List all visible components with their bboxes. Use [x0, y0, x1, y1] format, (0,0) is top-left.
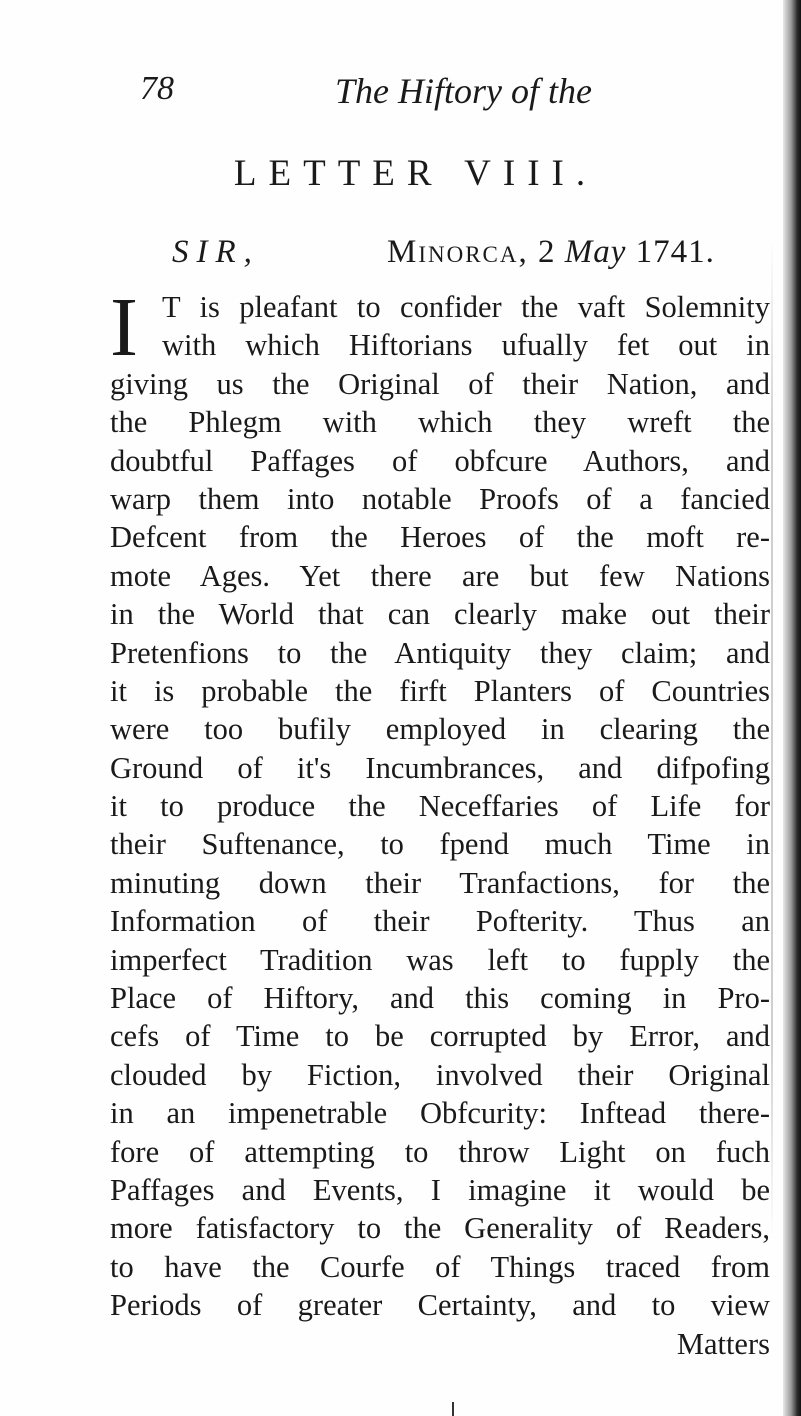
date-year: 1741.	[635, 234, 715, 270]
text-line: Paffages and Events, I imagine it would be	[110, 1172, 770, 1207]
text-line: minuting down their Tranfactions, for the	[110, 865, 770, 900]
text-line: the Phlegm with which they wreft the	[110, 405, 770, 440]
text-line: Place of Hiftory, and this coming in Pro-	[110, 981, 770, 1016]
text-line: imperfect Tradition was left to fupply the	[110, 942, 770, 977]
text-line: their Suftenance, to fpend much Time in	[110, 827, 770, 862]
text-line: to have the Courfe of Things traced from	[110, 1249, 770, 1284]
salutation-line	[172, 234, 772, 271]
text-line: Periods of greater Certainty, and to view	[110, 1288, 770, 1323]
text-line: in an impenetrable Obfcurity: Inftead there-	[110, 1096, 770, 1131]
text-line: it to produce the Neceffaries of Life for	[110, 789, 770, 824]
text-line: warp them into notable Proofs of a fancied	[110, 481, 770, 516]
page-number: 78	[140, 70, 174, 107]
text-line: mote Ages. Yet there are but few Nations	[110, 558, 770, 593]
text-line: clouded by Fiction, involved their Original	[110, 1057, 770, 1092]
letter-body	[110, 281, 770, 1363]
text-line: fore of attempting to throw Light on fuch	[110, 1134, 770, 1169]
text-line: were too bufily employed in clearing the	[110, 712, 770, 747]
place: Minorca,	[387, 234, 529, 270]
text-line: cefs of Time to be corrupted by Error, and	[110, 1019, 770, 1054]
running-title: The Hiftory of the	[335, 71, 592, 111]
text-line: Ground of it's Incumbrances, and difpofing	[110, 750, 770, 785]
text-line: with which Hiftorians ufually fet out in	[162, 328, 770, 363]
text-line: in the World that can clearly make out their	[110, 597, 770, 632]
binding-gutter	[783, 0, 801, 1416]
text-line: it is probable the firft Planters of Countries	[110, 673, 770, 708]
drop-cap: I	[110, 281, 138, 374]
text-line: Pretenfions to the Antiquity they claim; and	[110, 635, 770, 670]
catchword: Matters	[676, 1326, 770, 1361]
text-line: more fatisfactory to the Generality of Readers,	[110, 1211, 770, 1246]
text-line: Information of their Pofterity. Thus an	[110, 904, 770, 939]
text-line: Defcent from the Heroes of the moft re-	[110, 520, 770, 555]
text-line: doubtful Paffages of obfcure Authors, and	[110, 443, 770, 478]
salutation: SIR,	[172, 234, 260, 270]
place-date	[387, 234, 715, 271]
bottom-mark	[452, 1402, 454, 1416]
letter-heading: LETTER VIII.	[233, 153, 598, 194]
page-edge-shadow	[771, 240, 773, 1240]
date-month: May	[564, 234, 627, 270]
text-line: giving us the Original of their Nation, and	[110, 366, 770, 401]
text-line: T is pleafant to confider the vaft Solemnity	[162, 290, 770, 324]
date-day: 2	[538, 234, 556, 270]
